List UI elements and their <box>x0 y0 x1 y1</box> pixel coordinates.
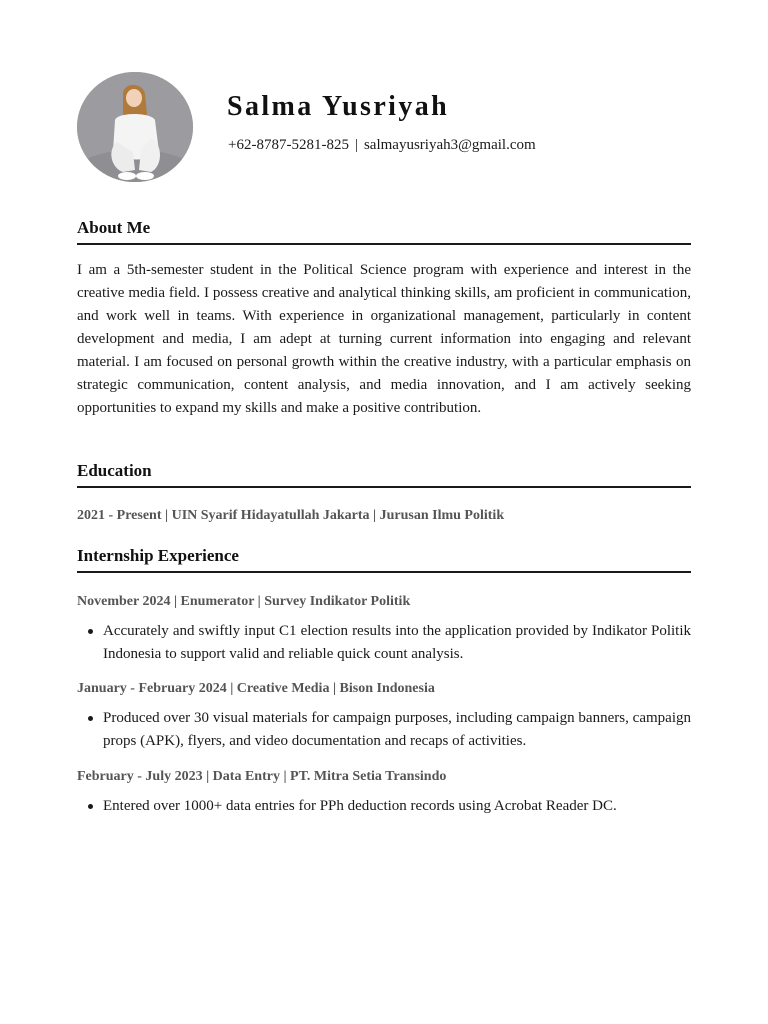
about-section-title: About Me <box>77 218 151 237</box>
internship-section-title: Internship Experience <box>77 546 239 565</box>
about-divider <box>77 243 691 245</box>
internship-bullet-text: Entered over 1000+ data entries for PPh deduction records using Acrobat Reader DC. <box>103 798 617 814</box>
bullet-dot-icon <box>88 629 93 634</box>
contact-line <box>228 137 536 154</box>
contact-separator: | <box>354 137 358 153</box>
email-address: salmayusriyah3@gmail.com <box>363 137 536 153</box>
internship-bullet <box>77 795 691 818</box>
bullet-dot-icon <box>88 804 93 809</box>
internship-bullet <box>77 707 691 753</box>
internship-bullet-text: Accurately and swiftly input C1 election results into the application provided by Indikator Politik Indonesia to support valid and reliable quick count analysis. <box>103 623 691 662</box>
internship-entry-heading: January - February 2024 | Creative Media | Bison Indonesia <box>77 681 435 696</box>
education-divider <box>77 486 691 488</box>
phone-number: +62-8787-5281-825 <box>228 137 349 153</box>
education-section-title: Education <box>77 461 152 480</box>
internship-bullet-text: Produced over 30 visual materials for campaign purposes, including campaign banners, campaign props (APK), flyers, and video documentation and recaps of activities. <box>103 710 691 749</box>
internship-bullet <box>77 620 691 666</box>
bullet-dot-icon <box>88 716 93 721</box>
profile-photo-illustration <box>77 72 193 182</box>
internship-entry-heading: February - July 2023 | Data Entry | PT. Mitra Setia Transindo <box>77 769 447 784</box>
about-text: I am a 5th-semester student in the Political Science program with experience and interest in the creative media field. I possess creative and analytical thinking skills, am proficient in communication, and work well in teams. With experience in organizational management, particularly in content development and media, I am adept at turning current information into engaging and relevant material. I am focused on personal growth within the creative industry, with a particular emphasis on strategic communication, content analysis, and media innovation, and I am actively seeking opportunities to expand my skills and make a positive contribution. <box>77 262 691 416</box>
profile-photo <box>77 72 193 182</box>
internship-divider <box>77 571 691 573</box>
internship-entry-heading: November 2024 | Enumerator | Survey Indikator Politik <box>77 594 411 609</box>
education-entry: 2021 - Present | UIN Syarif Hidayatullah Jakarta | Jurusan Ilmu Politik <box>77 508 505 523</box>
candidate-name: Salma Yusriyah <box>227 91 450 122</box>
